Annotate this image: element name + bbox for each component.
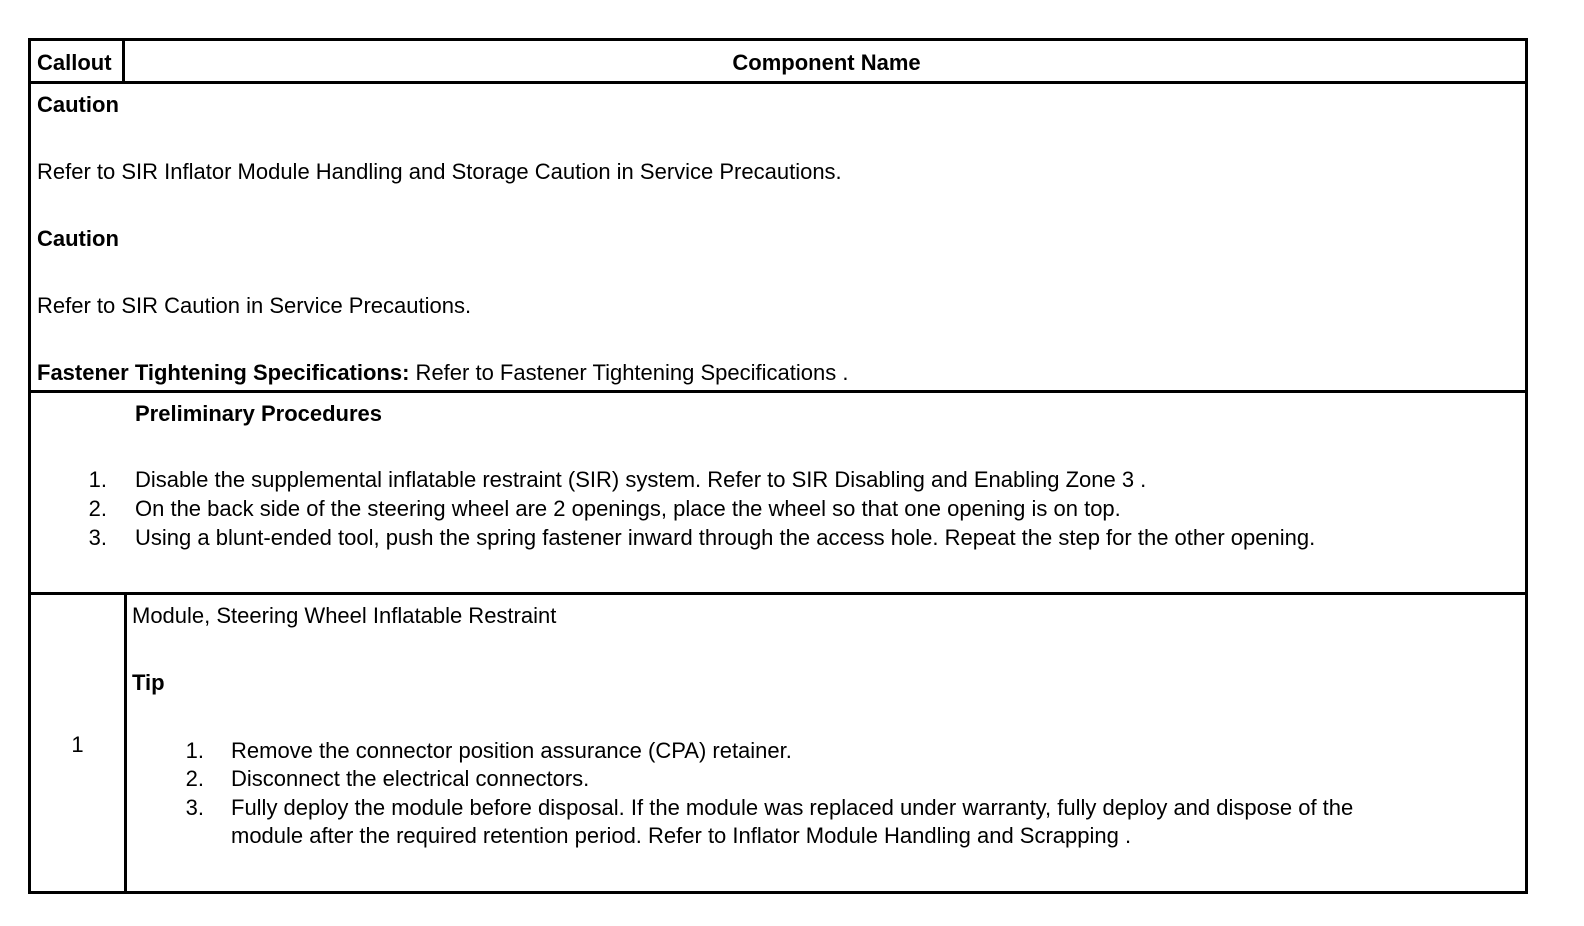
header-component-name: Component Name (732, 50, 921, 75)
step-text: Disable the supplemental inflatable restraint (SIR) system. Refer to SIR Disabling and Enabling Zone 3 . (135, 467, 1147, 492)
tip-step-number: 3. (185, 795, 204, 820)
tip-step-text: Disconnect the electrical connectors. (231, 766, 590, 791)
header-row-divider (31, 81, 1525, 84)
header-column-divider (122, 41, 125, 81)
caution-text: Refer to SIR Inflator Module Handling and Storage Caution in Service Precautions. (37, 159, 842, 184)
fastener-spec-text: Refer to Fastener Tightening Specifications . (409, 360, 849, 385)
fastener-spec-label: Fastener Tightening Specifications: (37, 360, 410, 385)
tip-step-number: 1. (185, 738, 204, 763)
step-text: On the back side of the steering wheel are 2 openings, place the wheel so that one opening is on top. (135, 496, 1121, 521)
caution-title: Caution (37, 92, 119, 117)
row-callout-number: 1 (71, 732, 84, 757)
tip-step-text: Remove the connector position assurance (CPA) retainer. (231, 738, 792, 763)
caution-text: Refer to SIR Caution in Service Precautions. (37, 293, 472, 318)
step-text: Using a blunt-ended tool, push the spring fastener inward through the access hole. Repeat the step for the other opening. (135, 525, 1316, 550)
fastener-spec-line (37, 360, 848, 386)
component-name: Module, Steering Wheel Inflatable Restraint (132, 603, 557, 628)
tip-title: Tip (132, 670, 165, 695)
preliminary-title: Preliminary Procedures (135, 401, 383, 426)
tip-step-number: 2. (185, 766, 204, 791)
procedure-table (28, 38, 1528, 894)
tip-step-text: Fully deploy the module before disposal. If the module was replaced under warranty, fully deploy and dispose of the (231, 795, 1354, 820)
step-number: 1. (88, 467, 107, 492)
tip-step-text: module after the required retention period. Refer to Inflator Module Handling and Scrapping . (231, 823, 1132, 848)
step-number: 2. (88, 496, 107, 521)
row-column-divider (124, 595, 127, 894)
header-callout: Callout (37, 50, 112, 75)
section-divider (31, 592, 1525, 595)
caution-title: Caution (37, 226, 119, 251)
step-number: 3. (88, 525, 107, 550)
section-divider (31, 390, 1525, 393)
